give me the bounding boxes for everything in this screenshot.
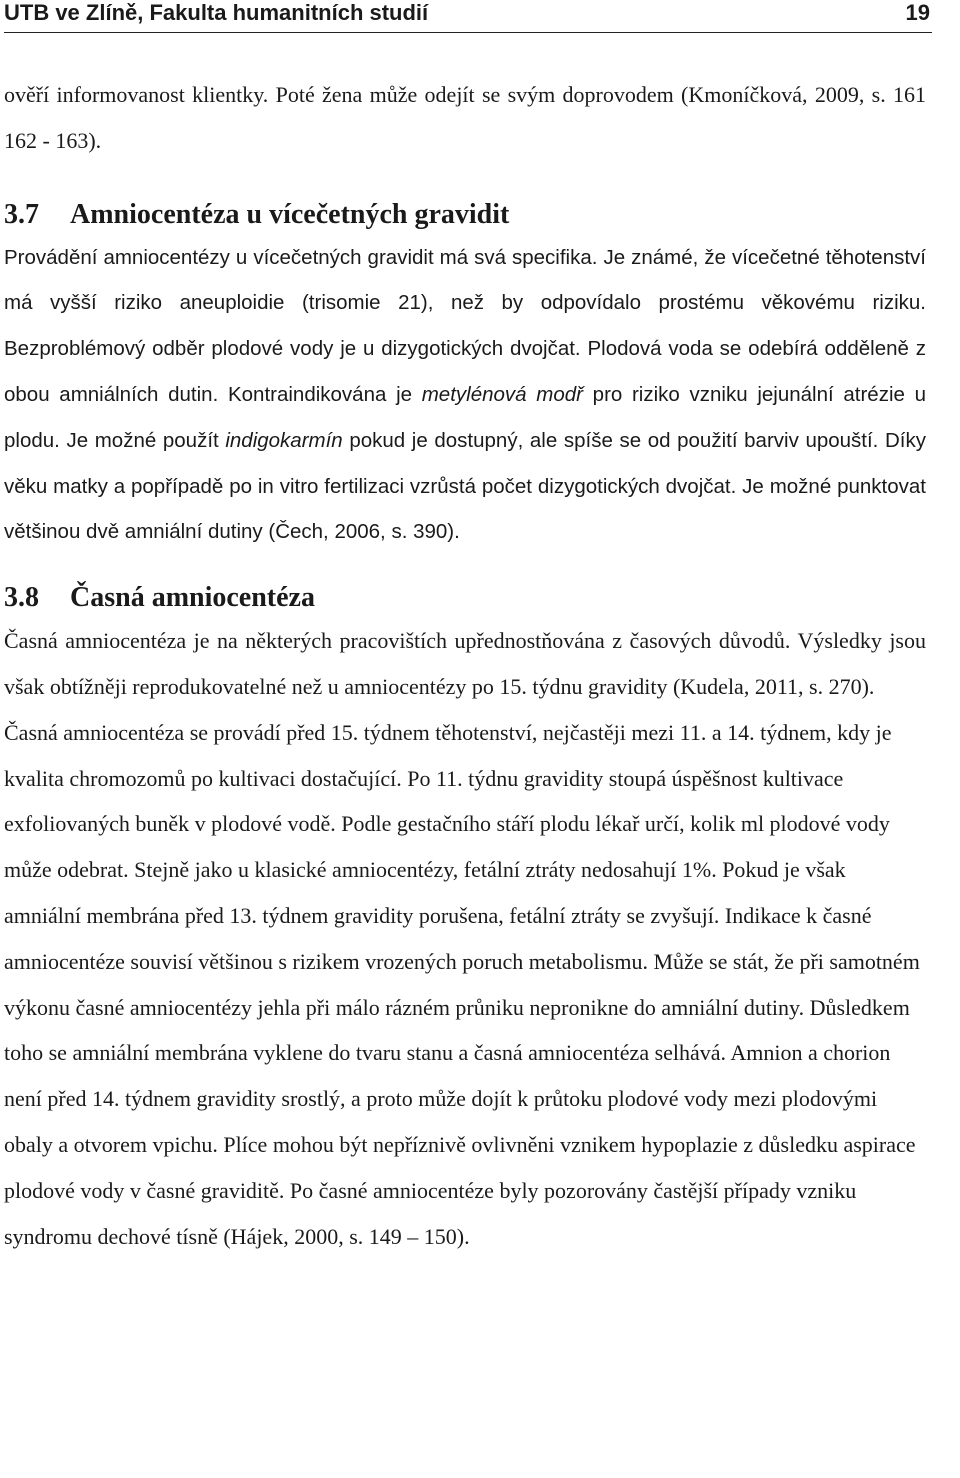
emphasis-methylene-blue: metylénová modř xyxy=(421,382,583,406)
document-body xyxy=(4,72,926,1259)
paragraph-text: pro riziko vzniku jejunální atrézie u plodu. Je možné použít xyxy=(4,382,926,452)
running-header xyxy=(4,0,932,33)
emphasis-indigocarmine: indigokarmín xyxy=(225,428,343,452)
header-title: UTB ve Zlíně, Fakulta humanitních studií xyxy=(4,0,429,25)
paragraph-early-amnio-intro: Časná amniocentéza je na některých pracovištích upřednostňována z časových důvodů. Výsledky jsou však obtížněji reprodukovatelné než u amniocentézy po 15. týdnu gravidity (Kudela, 2011, s. 270). xyxy=(4,628,926,699)
section-heading-3-8 xyxy=(4,578,926,618)
paragraph-text: Provádění amniocentézy u vícečetných gravidit má svá specifika. Je známé, že vícečetné těhotenství má vyšší riziko aneuploidie (trisomie 21), než by odpovídalo prostému věkovému riziku. Bezproblémový odběr plodové vody je u dizygotických dvojčat. Plodová voda se odebírá odděleně z obou amniálních dutin. Kontraindikována je xyxy=(4,245,926,406)
section-heading-3-7 xyxy=(4,195,926,235)
paragraph-early-amnio-details: Časná amniocentéza se provádí před 15. týdnem těhotenství, nejčastěji mezi 11. a 14. týdnem, kdy je kvalita chromozomů po kultivaci dostačující. Po 11. týdnu gravidity stoupá úspěšnost kultivace exfoliovaných buněk v plodové vodě. Podle gestačního stáří plodu lékař určí, kolik ml plodové vody může odebrat. Stejně jako u klasické amniocentézy, fetální ztráty nedosahují 1%. Pokud je však amniální membrána před 13. týdnem gravidity porušena, fetální ztráty se zvyšují. Indikace k časné amniocentéze souvisí většinou s rizikem vrozených poruch metabolismu. Může se stát, že při samotném výkonu časné amniocentézy jehla při málo rázném průniku nepronikne do amniální dutiny. Důsledkem toho se amniální membrána vyklene do tvaru stanu a časná amniocentéza selhává. Amnion a chorion není před 14. týdnem gravidity srostlý, a proto může dojít k průtoku plodové vody mezi plodovými obaly a otvorem vpichu. Plíce mohou být nepříznivě ovlivněni vznikem hypoplazie z důsledku aspirace plodové vody v časné graviditě. Po časné amniocentéze byly pozorovány častější případy vzniku syndromu dechové tísně (Hájek, 2000, s. 149 – 150). xyxy=(4,719,920,1249)
section-number: 3.8 xyxy=(4,582,39,614)
section-title: Amniocentéza u vícečetných gravidit xyxy=(70,198,510,230)
paragraph-text: pokud je dostupný, ale spíše se od použití barviv upouští. Díky věku matky a popřípadě po in vitro fertilizaci vzrůstá počet dizygotických dvojčat. Je možné punktovat většinou dvě amniální dutiny (Čech, 2006, s. 390). xyxy=(4,428,926,544)
section-number: 3.7 xyxy=(4,198,39,230)
section-title: Časná amniocentéza xyxy=(70,582,315,614)
paragraph-multiple-pregnancy xyxy=(4,235,926,556)
intro-paragraph: ověří informovanost klientky. Poté žena může odejít se svým doprovodem (Kmoníčková, 2009, s. 161 162 - 163). xyxy=(4,82,926,153)
page-number: 19 xyxy=(905,0,930,25)
